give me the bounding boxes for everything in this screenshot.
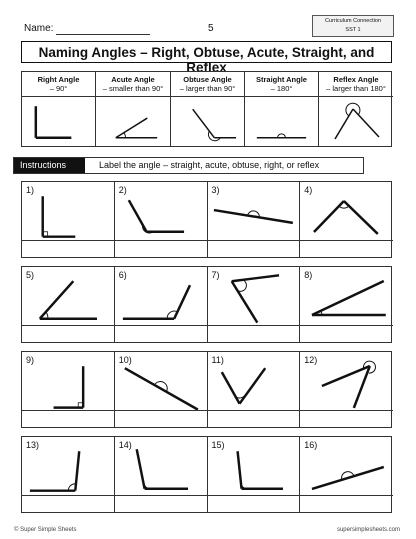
reference-straight: [245, 72, 319, 146]
answer-field[interactable]: [300, 410, 393, 427]
acute-angle-icon: [300, 267, 393, 328]
question-number: 1): [26, 185, 35, 195]
instructions-bar: [13, 157, 364, 174]
obtuse-angle-icon: [22, 437, 114, 498]
acute-angle-icon: [96, 97, 170, 148]
question-9: [22, 352, 115, 427]
answer-field[interactable]: [115, 410, 207, 427]
question-number: 15): [211, 440, 225, 450]
question-row-4: [21, 436, 392, 513]
reference-desc: – 180°: [270, 84, 293, 93]
reference-table: [21, 71, 392, 147]
obtuse-angle-icon: [300, 182, 393, 243]
answer-field[interactable]: [208, 240, 300, 257]
question-8: [300, 267, 393, 342]
question-3: [208, 182, 301, 257]
question-number: 7): [211, 270, 220, 280]
reference-desc: – larger than 90°: [179, 84, 236, 93]
answer-field[interactable]: [208, 495, 300, 512]
answer-field[interactable]: [22, 240, 114, 257]
name-field[interactable]: [56, 34, 150, 35]
question-number: 11): [211, 355, 224, 365]
answer-field[interactable]: [22, 325, 114, 342]
reference-acute: [96, 72, 171, 146]
answer-field[interactable]: [115, 325, 207, 342]
question-15: [208, 437, 301, 512]
reflex-angle-icon: [208, 267, 300, 328]
reference-right: [22, 72, 96, 146]
question-16: [300, 437, 393, 512]
answer-field[interactable]: [208, 410, 300, 427]
obtuse-angle-icon: [208, 437, 300, 498]
reflex-angle-icon: [300, 352, 393, 413]
question-12: [300, 352, 393, 427]
reference-name: Straight Angle: [256, 75, 307, 84]
reference-desc: – smaller than 90°: [102, 84, 164, 93]
reference-name: Right Angle: [37, 75, 80, 84]
question-1: [22, 182, 115, 257]
obtuse-angle-icon: [115, 182, 207, 243]
curriculum-connection-code: SST 1: [345, 27, 361, 33]
reference-reflex: [319, 72, 393, 146]
question-2: [115, 182, 208, 257]
obtuse-angle-icon: [115, 437, 207, 498]
question-number: 13): [26, 440, 40, 450]
reference-name: Obtuse Angle: [183, 75, 232, 84]
instructions-text: Label the angle – straight, acute, obtuse, right, or reflex: [99, 160, 320, 170]
page-title: Naming Angles – Right, Obtuse, Acute, Straight, and Reflex: [38, 45, 375, 75]
question-number: 8): [304, 270, 313, 280]
reference-desc: – larger than 180°: [326, 84, 386, 93]
answer-field[interactable]: [300, 325, 393, 342]
right-angle-icon: [22, 352, 114, 413]
obtuse-angle-icon: [115, 267, 207, 328]
footer-website-link[interactable]: supersimplesheets.com: [336, 527, 400, 533]
answer-field[interactable]: [115, 495, 207, 512]
question-row-2: [21, 266, 392, 343]
question-number: 3): [211, 185, 220, 195]
curriculum-connection-title: Curriculum Connection: [325, 18, 381, 24]
obtuse-angle-icon: [208, 352, 300, 413]
right-angle-icon: [22, 182, 114, 243]
instructions-label: Instructions: [14, 158, 85, 173]
answer-field[interactable]: [22, 495, 114, 512]
question-number: 6): [118, 270, 127, 280]
straight-angle-icon: [115, 352, 207, 413]
question-number: 10): [118, 355, 132, 365]
reference-name: Acute Angle: [111, 75, 155, 84]
question-11: [208, 352, 301, 427]
title-bar: [21, 41, 392, 75]
question-number: 14): [118, 440, 132, 450]
page-number: 5: [208, 23, 214, 34]
footer-copyright: © Super Simple Sheets: [14, 527, 77, 533]
reference-name: Reflex Angle: [333, 75, 379, 84]
obtuse-angle-icon: [171, 97, 244, 148]
question-row-1: [21, 181, 392, 258]
name-label: Name:: [24, 23, 54, 34]
reference-obtuse: [171, 72, 245, 146]
question-10: [115, 352, 208, 427]
right-angle-icon: [22, 97, 95, 148]
straight-angle-icon: [245, 97, 318, 148]
question-number: 2): [118, 185, 127, 195]
reflex-angle-icon: [319, 97, 393, 148]
straight-angle-icon: [300, 437, 393, 498]
acute-angle-icon: [22, 267, 114, 328]
answer-field[interactable]: [115, 240, 207, 257]
question-number: 9): [26, 355, 35, 365]
question-row-3: [21, 351, 392, 428]
question-14: [115, 437, 208, 512]
straight-angle-icon: [208, 182, 300, 243]
question-number: 4): [304, 185, 313, 195]
answer-field[interactable]: [22, 410, 114, 427]
question-number: 12): [304, 355, 318, 365]
answer-field[interactable]: [300, 495, 393, 512]
question-13: [22, 437, 115, 512]
reference-desc: – 90°: [49, 84, 68, 93]
question-6: [115, 267, 208, 342]
question-number: 16): [304, 440, 318, 450]
question-4: [300, 182, 393, 257]
question-5: [22, 267, 115, 342]
question-number: 5): [26, 270, 35, 280]
question-7: [208, 267, 301, 342]
answer-field[interactable]: [300, 240, 393, 257]
answer-field[interactable]: [208, 325, 300, 342]
curriculum-connection-box: [312, 15, 394, 37]
